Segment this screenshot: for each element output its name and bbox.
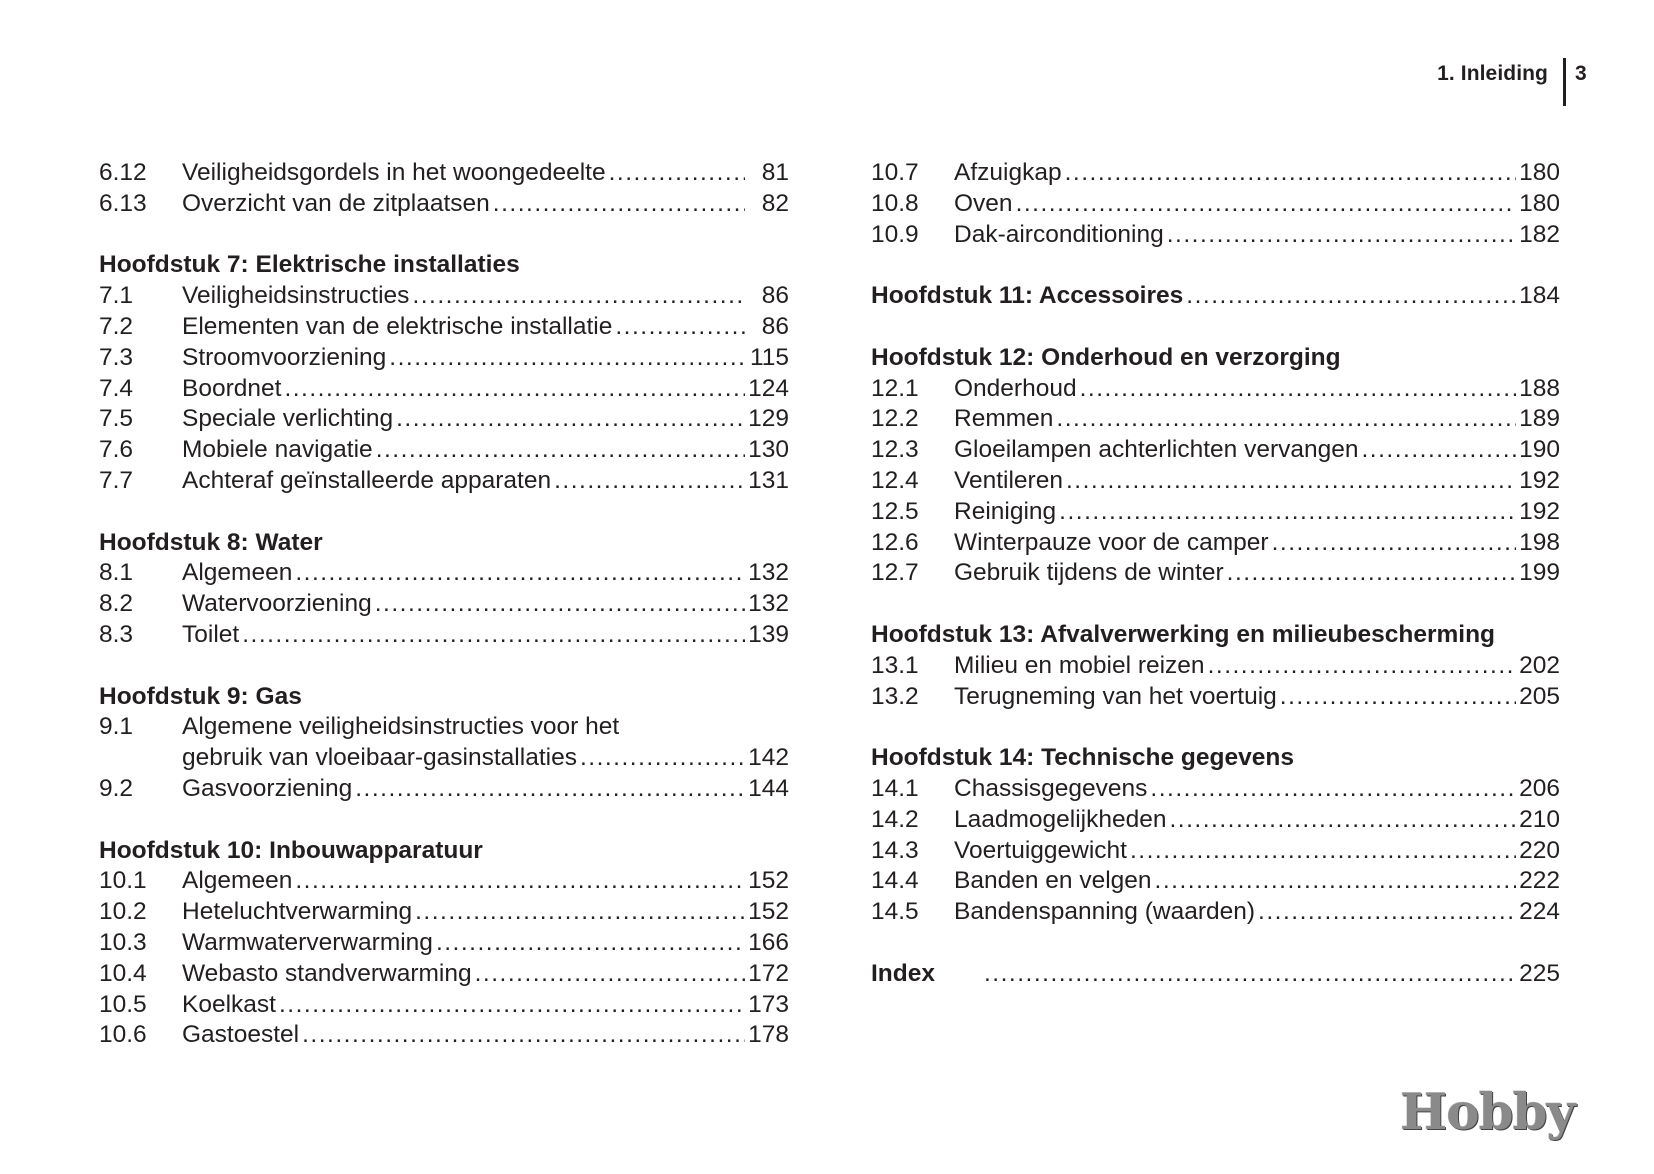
toc-section-number: 14.2 bbox=[871, 805, 919, 833]
dot-leader bbox=[1205, 651, 1516, 682]
toc-section-title: Mobiele navigatie bbox=[182, 436, 373, 464]
page-header bbox=[0, 56, 1654, 108]
toc-page-number: 184 bbox=[1519, 282, 1560, 310]
toc-entry[interactable] bbox=[871, 189, 1560, 220]
toc-section-number: 10.3 bbox=[99, 928, 147, 956]
toc-entry[interactable] bbox=[99, 990, 789, 1021]
toc-section-number: 12.3 bbox=[871, 436, 919, 464]
toc-page-number: 205 bbox=[1519, 682, 1560, 710]
toc-section-title: Terugneming van het voertuig bbox=[954, 682, 1277, 710]
toc-spacer bbox=[99, 220, 789, 251]
toc-section-title: Banden en velgen bbox=[954, 867, 1152, 895]
toc-section-title: Winterpauze voor de camper bbox=[954, 528, 1269, 556]
toc-entry[interactable] bbox=[871, 558, 1560, 589]
chapter-heading-title: Hoofdstuk 13: Afvalverwerking en milieubescherming bbox=[871, 620, 1496, 648]
toc-section-number: 12.7 bbox=[871, 559, 919, 587]
toc-section-number: 12.6 bbox=[871, 528, 919, 556]
dot-leader bbox=[386, 343, 745, 374]
toc-section-title: Stroomvoorziening bbox=[182, 343, 387, 371]
toc-spacer bbox=[99, 497, 789, 528]
toc-page-number: 86 bbox=[761, 312, 789, 340]
dot-leader bbox=[1359, 435, 1517, 466]
toc-entry[interactable] bbox=[99, 589, 789, 620]
toc-entry[interactable] bbox=[99, 620, 789, 651]
toc-entry[interactable] bbox=[871, 866, 1560, 897]
dot-leader bbox=[276, 990, 745, 1021]
dot-leader bbox=[292, 866, 745, 897]
toc-section-title: Voertuiggewicht bbox=[954, 836, 1127, 864]
toc-entry[interactable] bbox=[99, 866, 789, 897]
toc-index-entry[interactable] bbox=[871, 959, 1560, 990]
toc-entry[interactable] bbox=[99, 374, 789, 405]
dot-leader bbox=[412, 897, 745, 928]
dot-leader bbox=[1062, 158, 1516, 189]
toc-section-number: 10.9 bbox=[871, 220, 919, 248]
toc-spacer bbox=[99, 651, 789, 682]
toc-section-title: Dak-airconditioning bbox=[954, 220, 1164, 248]
toc-entry[interactable] bbox=[99, 343, 789, 374]
toc-page-number: 82 bbox=[761, 189, 789, 217]
toc-right-column bbox=[871, 158, 1560, 990]
toc-section-number: 9.1 bbox=[99, 713, 134, 741]
toc-entry[interactable] bbox=[871, 158, 1560, 189]
toc-page-number: 202 bbox=[1519, 651, 1560, 679]
toc-page-number: 115 bbox=[749, 343, 789, 371]
chapter-heading-title: Hoofdstuk 8: Water bbox=[99, 528, 323, 556]
dot-leader bbox=[1255, 897, 1516, 928]
toc-section-number: 12.2 bbox=[871, 405, 919, 433]
toc-spacer bbox=[871, 712, 1560, 743]
toc-section-number: 7.5 bbox=[99, 405, 134, 433]
toc-section-number: 12.1 bbox=[871, 374, 919, 402]
toc-page-number: 131 bbox=[748, 466, 789, 494]
toc-section-title: Gasvoorziening bbox=[182, 774, 353, 802]
toc-left-column bbox=[99, 158, 789, 1051]
toc-section-title: Gloeilampen achterlichten vervangen bbox=[954, 436, 1359, 464]
toc-page-number: 172 bbox=[748, 959, 789, 987]
toc-entry[interactable] bbox=[871, 897, 1560, 928]
toc-entry[interactable] bbox=[871, 435, 1560, 466]
toc-spacer bbox=[871, 589, 1560, 620]
toc-section-title: Gastoestel bbox=[182, 1021, 300, 1049]
toc-section-title: Koelkast bbox=[182, 990, 276, 1018]
toc-section-title: Watervoorziening bbox=[182, 590, 372, 618]
toc-section-title: Boordnet bbox=[182, 374, 282, 402]
toc-spacer bbox=[871, 312, 1560, 343]
toc-page-number: 180 bbox=[1519, 159, 1560, 186]
toc-page-number: 192 bbox=[1519, 466, 1560, 494]
toc-section-number: 14.5 bbox=[871, 898, 919, 926]
toc-entry[interactable] bbox=[871, 836, 1560, 867]
toc-section-number: 10.6 bbox=[99, 1021, 147, 1049]
toc-entry[interactable] bbox=[99, 774, 789, 805]
toc-section-title: Veiligheidsinstructies bbox=[182, 282, 410, 310]
dot-leader bbox=[1269, 528, 1516, 559]
toc-entry[interactable] bbox=[871, 374, 1560, 405]
toc-section-title: Remmen bbox=[954, 405, 1054, 433]
toc-section-number: 6.13 bbox=[99, 189, 147, 217]
dot-leader bbox=[472, 959, 745, 990]
dot-leader bbox=[1164, 220, 1516, 251]
dot-leader bbox=[352, 774, 745, 805]
toc-section-title: Bandenspanning (waarden) bbox=[954, 898, 1256, 926]
dot-leader bbox=[1127, 836, 1516, 867]
toc-page-number: 144 bbox=[748, 774, 789, 802]
page-number: 3 bbox=[1575, 62, 1587, 85]
toc-section-title: Afzuigkap bbox=[954, 159, 1062, 186]
toc-entry[interactable] bbox=[99, 959, 789, 990]
toc-section-number: 8.3 bbox=[99, 620, 134, 648]
toc-entry[interactable] bbox=[99, 435, 789, 466]
toc-page-number: 173 bbox=[748, 990, 789, 1018]
toc-entry[interactable] bbox=[99, 1020, 789, 1051]
toc-page-number: 206 bbox=[1519, 774, 1560, 802]
toc-chapter-heading[interactable] bbox=[99, 250, 789, 281]
toc-page-number: 178 bbox=[748, 1021, 789, 1049]
chapter-heading-title: Hoofdstuk 11: Accessoires bbox=[871, 282, 1184, 310]
toc-section-number: 10.8 bbox=[871, 189, 919, 217]
toc-entry[interactable] bbox=[99, 712, 789, 743]
dot-leader bbox=[409, 281, 745, 312]
toc-section-title: Heteluchtverwarming bbox=[182, 898, 413, 926]
dot-leader bbox=[393, 404, 745, 435]
toc-entry[interactable] bbox=[99, 928, 789, 959]
toc-section-title: Elementen van de elektrische installatie bbox=[182, 312, 613, 340]
toc-section-number: 12.4 bbox=[871, 466, 919, 494]
toc-page-number: 189 bbox=[1519, 405, 1560, 433]
toc-entry[interactable] bbox=[871, 682, 1560, 713]
toc-page-number: 129 bbox=[748, 405, 789, 433]
toc-section-number: 13.1 bbox=[871, 651, 919, 679]
toc-page-number: 152 bbox=[748, 867, 789, 895]
dot-leader bbox=[1056, 497, 1516, 528]
toc-page-number: 220 bbox=[1519, 836, 1560, 864]
toc-page-number: 180 bbox=[1519, 189, 1560, 217]
toc-section-number: 8.1 bbox=[99, 559, 134, 587]
toc-section-title: gebruik van vloeibaar-gasinstallaties bbox=[182, 744, 577, 772]
toc-section-number: 7.6 bbox=[99, 436, 134, 464]
toc-section-title: Algemene veiligheidsinstructies voor het bbox=[182, 713, 620, 741]
toc-entry[interactable] bbox=[871, 805, 1560, 836]
index-label: Index bbox=[871, 959, 935, 987]
toc-page-number: 198 bbox=[1519, 528, 1560, 556]
toc-section-number: 10.2 bbox=[99, 898, 147, 926]
toc-section-title: Veiligheidsgordels in het woongedeelte bbox=[182, 159, 606, 186]
toc-entry[interactable] bbox=[99, 281, 789, 312]
toc-entry[interactable] bbox=[99, 404, 789, 435]
dot-leader bbox=[1167, 805, 1517, 836]
toc-section-title: Algemeen bbox=[182, 867, 293, 895]
toc-entry[interactable] bbox=[99, 558, 789, 589]
toc-section-number: 9.2 bbox=[99, 774, 134, 802]
toc-section-title: Speciale verlichting bbox=[182, 405, 394, 433]
toc-chapter-heading[interactable] bbox=[871, 620, 1560, 651]
toc-section-title: Achteraf geïnstalleerde apparaten bbox=[182, 466, 552, 494]
toc-section-number: 12.5 bbox=[871, 497, 919, 525]
dot-leader bbox=[577, 743, 745, 774]
dot-leader bbox=[373, 435, 745, 466]
toc-section-number: 14.4 bbox=[871, 867, 919, 895]
hobby-logo: Hobby bbox=[1400, 1082, 1575, 1141]
toc-section-number: 7.7 bbox=[99, 466, 134, 494]
toc-page-number: 182 bbox=[1519, 220, 1560, 248]
toc-entry[interactable] bbox=[871, 404, 1560, 435]
toc-spacer bbox=[871, 928, 1560, 959]
chapter-heading-title: Hoofdstuk 12: Onderhoud en verzorging bbox=[871, 343, 1341, 371]
dot-leader bbox=[981, 959, 1516, 990]
toc-entry[interactable] bbox=[871, 774, 1560, 805]
toc-page-number: 224 bbox=[1519, 898, 1560, 926]
toc-section-title: Onderhoud bbox=[954, 374, 1077, 402]
toc-section-number: 10.5 bbox=[99, 990, 147, 1018]
toc-chapter-heading[interactable] bbox=[871, 343, 1560, 374]
toc-entry[interactable] bbox=[871, 497, 1560, 528]
dot-leader bbox=[292, 558, 745, 589]
toc-section-title: Reiniging bbox=[954, 497, 1057, 525]
dot-leader bbox=[1183, 281, 1516, 312]
dot-leader bbox=[1152, 866, 1516, 897]
toc-section-number: 14.1 bbox=[871, 774, 919, 802]
toc-section-number: 7.3 bbox=[99, 343, 134, 371]
toc-section-title: Ventileren bbox=[954, 466, 1063, 494]
toc-entry[interactable] bbox=[871, 220, 1560, 251]
toc-section-number: 6.12 bbox=[99, 159, 147, 186]
dot-leader bbox=[299, 1020, 745, 1051]
toc-entry[interactable] bbox=[871, 466, 1560, 497]
toc-page-number: 166 bbox=[748, 928, 789, 956]
dot-leader bbox=[612, 312, 745, 343]
dot-leader bbox=[1077, 374, 1516, 405]
dot-leader bbox=[551, 466, 745, 497]
dot-leader bbox=[281, 374, 745, 405]
chapter-heading-title: Hoofdstuk 9: Gas bbox=[99, 682, 302, 710]
toc-page-number: 152 bbox=[748, 898, 789, 926]
toc-page-number: 132 bbox=[748, 590, 789, 618]
toc-page-number: 222 bbox=[1519, 867, 1560, 895]
toc-chapter-heading[interactable] bbox=[871, 281, 1560, 312]
toc-section-title: Gebruik tijdens de winter bbox=[954, 559, 1224, 587]
toc-section-number: 8.2 bbox=[99, 590, 134, 618]
dot-leader bbox=[1063, 466, 1516, 497]
toc-entry[interactable] bbox=[871, 651, 1560, 682]
toc-page-number: 210 bbox=[1519, 805, 1560, 833]
toc-section-title: Toilet bbox=[182, 620, 240, 648]
toc-chapter-heading[interactable] bbox=[99, 836, 789, 867]
dot-leader bbox=[433, 928, 745, 959]
dot-leader bbox=[606, 158, 745, 189]
toc-page-number: 124 bbox=[748, 374, 789, 402]
toc-entry[interactable] bbox=[871, 528, 1560, 559]
chapter-heading-title: Hoofdstuk 14: Technische gegevens bbox=[871, 744, 1294, 772]
toc-section-number: 7.2 bbox=[99, 312, 134, 340]
dot-leader bbox=[1147, 774, 1516, 805]
toc-section-number: 7.1 bbox=[99, 282, 134, 310]
dot-leader bbox=[372, 589, 745, 620]
toc-entry[interactable] bbox=[99, 158, 789, 189]
toc-section-title: Oven bbox=[954, 189, 1013, 217]
toc-page-number: 132 bbox=[748, 559, 789, 587]
toc-section-number: 14.3 bbox=[871, 836, 919, 864]
toc-section-number: 10.7 bbox=[871, 159, 919, 186]
toc-entry[interactable] bbox=[99, 743, 789, 774]
toc-section-title: Chassisgegevens bbox=[954, 774, 1148, 802]
toc-page-number: 190 bbox=[1519, 436, 1560, 464]
toc-page-number: 81 bbox=[761, 159, 789, 186]
toc-entry[interactable] bbox=[99, 189, 789, 220]
toc-section-title: Laadmogelijkheden bbox=[954, 805, 1167, 833]
toc-chapter-heading[interactable] bbox=[871, 743, 1560, 774]
toc-section-title: Algemeen bbox=[182, 559, 293, 587]
toc-section-title: Overzicht van de zitplaatsen bbox=[182, 189, 490, 217]
dot-leader bbox=[1013, 189, 1516, 220]
toc-section-title: Warmwaterverwarming bbox=[182, 928, 433, 956]
toc-page-number: 225 bbox=[1519, 959, 1560, 987]
toc-page-number: 199 bbox=[1519, 559, 1560, 587]
toc-spacer bbox=[99, 805, 789, 836]
chapter-heading-title: Hoofdstuk 10: Inbouwapparatuur bbox=[99, 836, 483, 864]
toc-section-number: 10.1 bbox=[99, 867, 147, 895]
toc-section-number: 10.4 bbox=[99, 959, 147, 987]
toc-page-number: 130 bbox=[748, 436, 789, 464]
toc-page-number: 139 bbox=[748, 620, 789, 648]
toc-section-title: Webasto standverwarming bbox=[182, 959, 472, 987]
toc-page-number: 188 bbox=[1519, 374, 1560, 402]
toc-section-number: 7.4 bbox=[99, 374, 134, 402]
toc-page-number: 86 bbox=[761, 282, 789, 310]
chapter-heading-title: Hoofdstuk 7: Elektrische installaties bbox=[99, 251, 520, 279]
dot-leader bbox=[490, 189, 745, 220]
toc-chapter-heading[interactable] bbox=[99, 528, 789, 559]
toc-page-number: 192 bbox=[1519, 497, 1560, 525]
dot-leader bbox=[1053, 404, 1516, 435]
dot-leader bbox=[239, 620, 745, 651]
toc-entry[interactable] bbox=[99, 312, 789, 343]
toc-section-title: Milieu en mobiel reizen bbox=[954, 651, 1205, 679]
running-chapter-title: 1. Inleiding bbox=[1437, 62, 1548, 85]
toc-entry[interactable] bbox=[99, 466, 789, 497]
dot-leader bbox=[1224, 558, 1516, 589]
header-divider bbox=[1563, 58, 1566, 106]
toc-entry[interactable] bbox=[99, 897, 789, 928]
toc-page-number: 142 bbox=[748, 744, 789, 772]
toc-spacer bbox=[871, 250, 1560, 281]
toc-section-number: 13.2 bbox=[871, 682, 919, 710]
dot-leader bbox=[1277, 682, 1516, 713]
toc-chapter-heading[interactable] bbox=[99, 682, 789, 713]
